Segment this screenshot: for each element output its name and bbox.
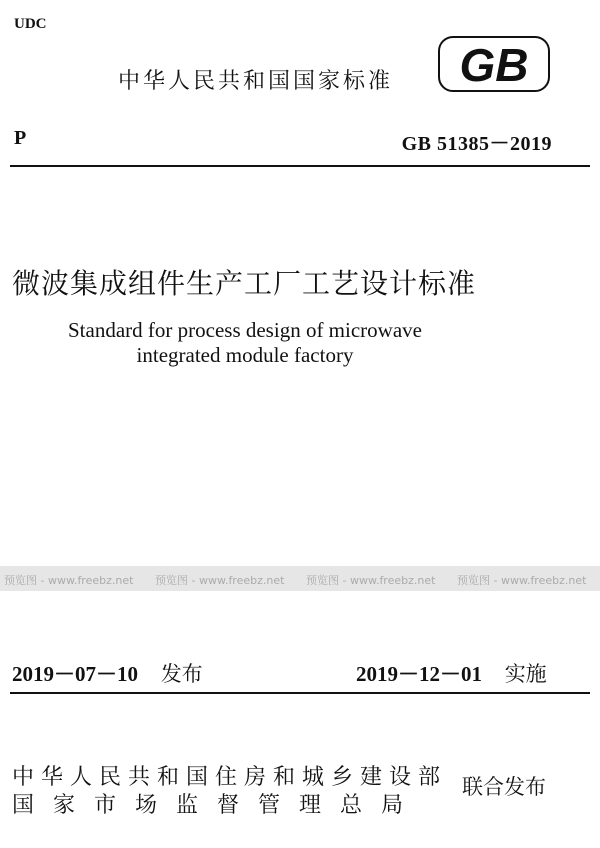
title-chinese: 微波集成组件生产工厂工艺设计标准 [12,267,477,300]
watermark-band [0,566,600,591]
title-english-line2: integrated module factory [136,343,354,367]
classification-code: P [14,127,27,149]
gb-logo-icon [438,36,550,92]
watermark-text: 预览图 - www.freebz.net [4,574,134,587]
implement-label: 实施 [504,662,547,686]
release-date-block [12,658,203,688]
header-divider [10,165,590,167]
watermark-text: 预览图 - www.freebz.net [155,574,285,587]
title-english-line1: Standard for process design of microwave [68,318,422,342]
footer-divider [10,692,590,694]
gb-logo-graphic [438,36,550,92]
issuer-line1: 中华人民共和国住房和城乡建设部 [12,765,448,790]
udc-label: UDC [14,16,47,32]
release-label: 发布 [160,662,203,686]
watermark-text: 预览图 - www.freebz.net [306,574,436,587]
issuer-line2: 国家市场监督管理总局 [12,793,423,818]
watermark-text: 预览图 - www.freebz.net [457,574,587,587]
release-date: 2019－07－10 [12,662,138,686]
national-standard-heading: 中华人民共和国国家标准 [118,69,394,94]
gb-logo-text: GB [459,39,529,91]
implement-date-block [356,658,547,688]
standard-number: GB 51385－2019 [401,133,552,155]
joint-release-label: 联合发布 [462,775,546,799]
implement-date: 2019－12－01 [356,662,482,686]
